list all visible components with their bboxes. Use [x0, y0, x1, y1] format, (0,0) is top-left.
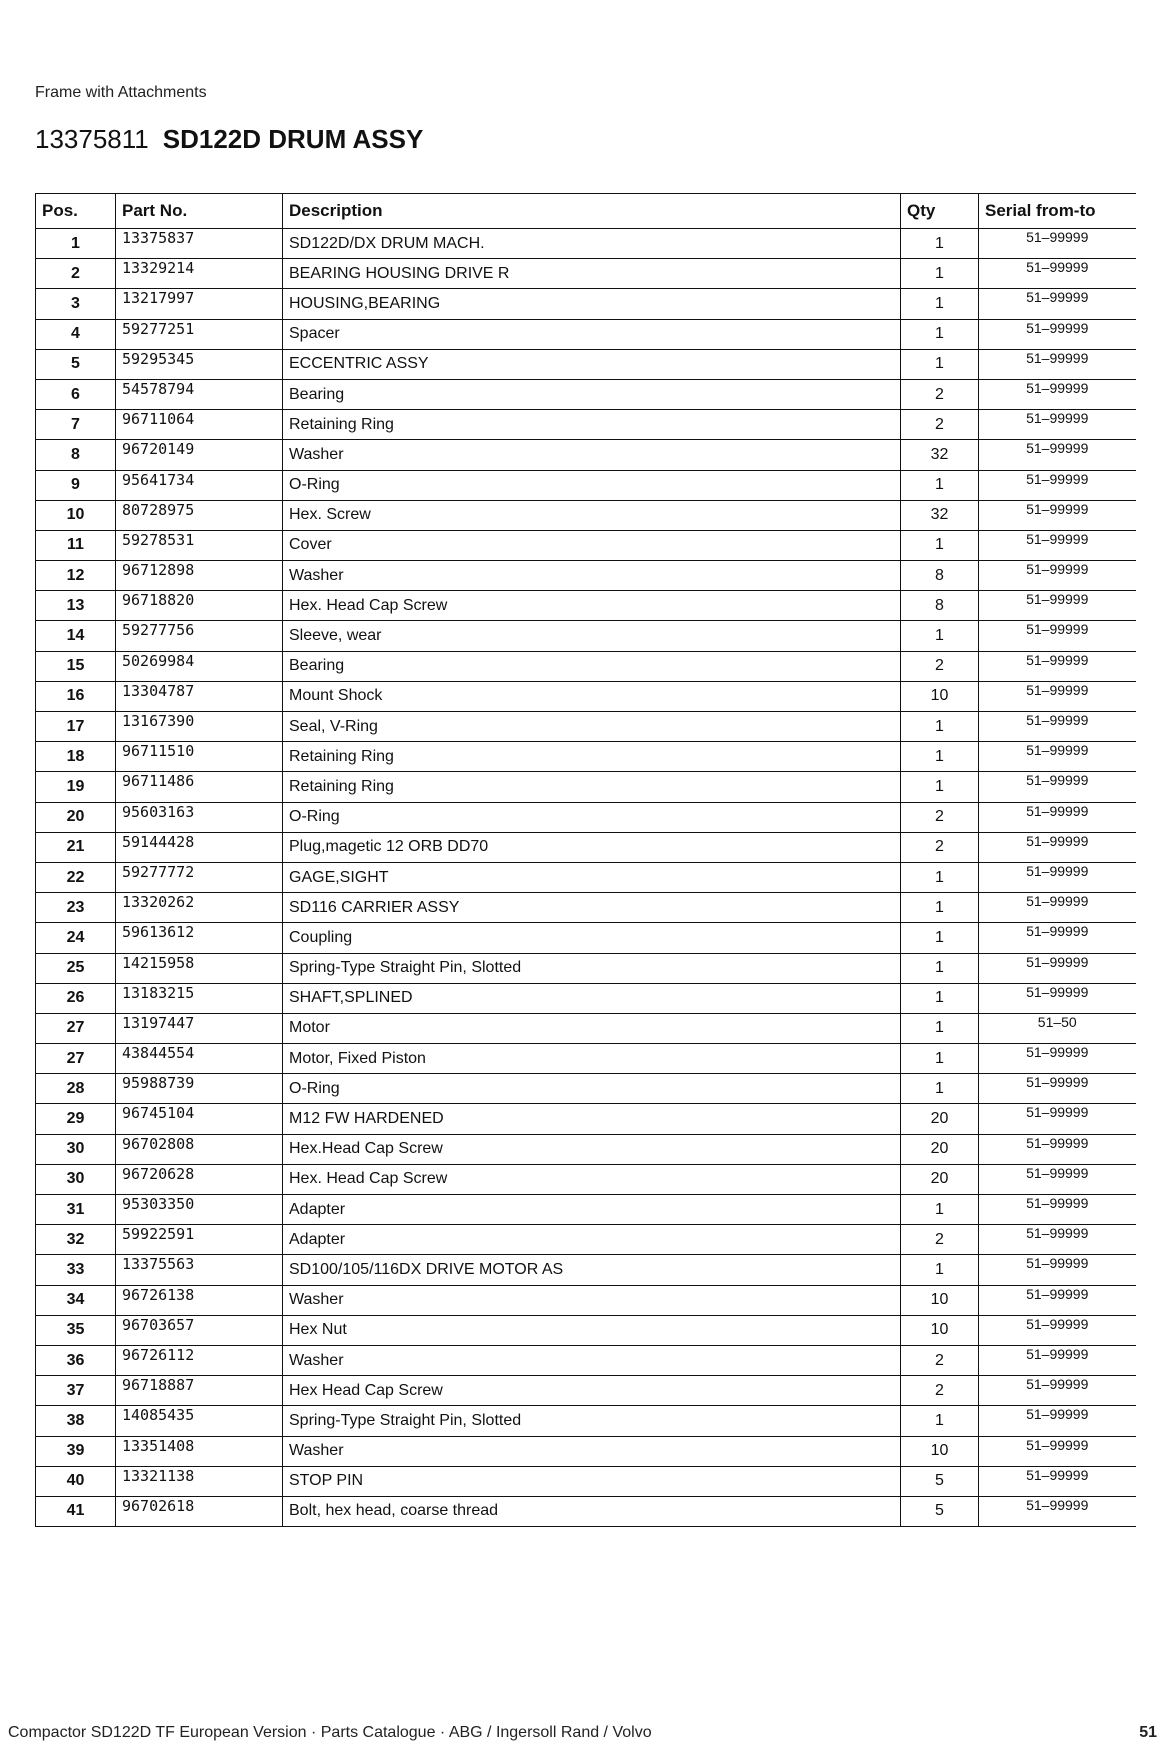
table-row	[36, 440, 1136, 470]
table-row	[36, 1164, 1136, 1194]
cell-qty: 20	[901, 1104, 979, 1134]
cell-serial: 51–99999	[979, 1285, 1136, 1315]
cell-pos: 38	[36, 1406, 116, 1436]
cell-serial: 51–50	[979, 1013, 1136, 1043]
table-row	[36, 1406, 1136, 1436]
cell-pos: 15	[36, 651, 116, 681]
table-row	[36, 1044, 1136, 1074]
cell-qty: 1	[901, 1044, 979, 1074]
cell-part-no: 96720149	[116, 440, 283, 470]
cell-qty: 32	[901, 440, 979, 470]
cell-description: Hex Head Cap Screw	[283, 1376, 901, 1406]
cell-serial: 51–99999	[979, 832, 1136, 862]
cell-qty: 8	[901, 591, 979, 621]
cell-description: SD122D/DX DRUM MACH.	[283, 229, 901, 259]
cell-qty: 2	[901, 1225, 979, 1255]
cell-part-no: 96711486	[116, 772, 283, 802]
column-header-description: Description	[283, 194, 901, 229]
table-row	[36, 289, 1136, 319]
table-row	[36, 802, 1136, 832]
table-row	[36, 621, 1136, 651]
cell-pos: 17	[36, 712, 116, 742]
cell-part-no: 95988739	[116, 1074, 283, 1104]
cell-part-no: 54578794	[116, 379, 283, 409]
column-header-serial: Serial from-to	[979, 194, 1136, 229]
cell-serial: 51–99999	[979, 1406, 1136, 1436]
table-row	[36, 259, 1136, 289]
cell-qty: 1	[901, 319, 979, 349]
table-row	[36, 651, 1136, 681]
column-header-part-no: Part No.	[116, 194, 283, 229]
cell-part-no: 96718820	[116, 591, 283, 621]
cell-qty: 1	[901, 229, 979, 259]
cell-qty: 1	[901, 289, 979, 319]
cell-description: O-Ring	[283, 470, 901, 500]
cell-qty: 10	[901, 1436, 979, 1466]
cell-serial: 51–99999	[979, 1466, 1136, 1496]
cell-description: Washer	[283, 561, 901, 591]
cell-serial: 51–99999	[979, 1134, 1136, 1164]
table-row	[36, 1195, 1136, 1225]
cell-description: Retaining Ring	[283, 742, 901, 772]
cell-description: Bolt, hex head, coarse thread	[283, 1496, 901, 1526]
cell-part-no: 96711064	[116, 410, 283, 440]
cell-pos: 8	[36, 440, 116, 470]
cell-description: Washer	[283, 440, 901, 470]
column-header-qty: Qty	[901, 194, 979, 229]
cell-description: O-Ring	[283, 1074, 901, 1104]
table-row	[36, 1436, 1136, 1466]
cell-qty: 1	[901, 530, 979, 560]
cell-part-no: 50269984	[116, 651, 283, 681]
cell-qty: 1	[901, 1074, 979, 1104]
cell-pos: 13	[36, 591, 116, 621]
table-row	[36, 591, 1136, 621]
cell-description: Washer	[283, 1345, 901, 1375]
cell-pos: 30	[36, 1134, 116, 1164]
cell-part-no: 59613612	[116, 923, 283, 953]
cell-description: Seal, V-Ring	[283, 712, 901, 742]
cell-serial: 51–99999	[979, 1376, 1136, 1406]
cell-pos: 19	[36, 772, 116, 802]
cell-serial: 51–99999	[979, 893, 1136, 923]
cell-serial: 51–99999	[979, 862, 1136, 892]
cell-part-no: 13183215	[116, 983, 283, 1013]
cell-qty: 1	[901, 712, 979, 742]
footer-text: Compactor SD122D TF European Version · Parts Catalogue · ABG / Ingersoll Rand / Volvo	[8, 1724, 652, 1741]
cell-pos: 6	[36, 379, 116, 409]
cell-qty: 1	[901, 772, 979, 802]
cell-pos: 5	[36, 349, 116, 379]
cell-serial: 51–99999	[979, 530, 1136, 560]
parts-table-body	[36, 229, 1136, 1527]
cell-description: Coupling	[283, 923, 901, 953]
cell-description: SD100/105/116DX DRIVE MOTOR AS	[283, 1255, 901, 1285]
cell-qty: 2	[901, 832, 979, 862]
cell-qty: 10	[901, 1315, 979, 1345]
cell-serial: 51–99999	[979, 772, 1136, 802]
cell-description: Washer	[283, 1436, 901, 1466]
cell-pos: 3	[36, 289, 116, 319]
assembly-heading	[35, 124, 423, 155]
cell-qty: 1	[901, 953, 979, 983]
cell-description: Washer	[283, 1285, 901, 1315]
cell-part-no: 59144428	[116, 832, 283, 862]
cell-qty: 2	[901, 1345, 979, 1375]
cell-serial: 51–99999	[979, 1225, 1136, 1255]
cell-serial: 51–99999	[979, 410, 1136, 440]
cell-serial: 51–99999	[979, 1315, 1136, 1345]
cell-description: Spring-Type Straight Pin, Slotted	[283, 1406, 901, 1436]
cell-qty: 1	[901, 470, 979, 500]
cell-part-no: 14085435	[116, 1406, 283, 1436]
page-footer	[8, 1724, 1157, 1742]
cell-description: Retaining Ring	[283, 410, 901, 440]
cell-qty: 2	[901, 1376, 979, 1406]
cell-serial: 51–99999	[979, 591, 1136, 621]
cell-qty: 32	[901, 500, 979, 530]
cell-description: Adapter	[283, 1225, 901, 1255]
table-row	[36, 983, 1136, 1013]
cell-pos: 30	[36, 1164, 116, 1194]
cell-qty: 1	[901, 742, 979, 772]
cell-pos: 14	[36, 621, 116, 651]
cell-description: Spacer	[283, 319, 901, 349]
table-row	[36, 1376, 1136, 1406]
cell-part-no: 59277251	[116, 319, 283, 349]
cell-pos: 41	[36, 1496, 116, 1526]
table-row	[36, 1013, 1136, 1043]
cell-serial: 51–99999	[979, 229, 1136, 259]
cell-description: Motor	[283, 1013, 901, 1043]
cell-part-no: 14215958	[116, 953, 283, 983]
table-row	[36, 681, 1136, 711]
cell-part-no: 95641734	[116, 470, 283, 500]
assembly-number: 13375811	[35, 124, 149, 154]
table-row	[36, 1466, 1136, 1496]
cell-serial: 51–99999	[979, 1104, 1136, 1134]
cell-pos: 1	[36, 229, 116, 259]
cell-qty: 2	[901, 651, 979, 681]
cell-pos: 37	[36, 1376, 116, 1406]
cell-description: Bearing	[283, 379, 901, 409]
cell-pos: 22	[36, 862, 116, 892]
cell-serial: 51–99999	[979, 1345, 1136, 1375]
table-row	[36, 319, 1136, 349]
table-row	[36, 1074, 1136, 1104]
table-row	[36, 1285, 1136, 1315]
cell-pos: 16	[36, 681, 116, 711]
parts-table	[35, 193, 1136, 1527]
cell-qty: 2	[901, 802, 979, 832]
cell-part-no: 13375563	[116, 1255, 283, 1285]
cell-pos: 18	[36, 742, 116, 772]
cell-description: Bearing	[283, 651, 901, 681]
cell-description: Adapter	[283, 1195, 901, 1225]
cell-part-no: 96726138	[116, 1285, 283, 1315]
cell-serial: 51–99999	[979, 440, 1136, 470]
cell-part-no: 96718887	[116, 1376, 283, 1406]
cell-serial: 51–99999	[979, 953, 1136, 983]
cell-qty: 1	[901, 1195, 979, 1225]
cell-part-no: 96703657	[116, 1315, 283, 1345]
cell-pos: 21	[36, 832, 116, 862]
cell-qty: 2	[901, 379, 979, 409]
cell-pos: 33	[36, 1255, 116, 1285]
table-row	[36, 500, 1136, 530]
cell-pos: 28	[36, 1074, 116, 1104]
cell-serial: 51–99999	[979, 500, 1136, 530]
cell-description: GAGE,SIGHT	[283, 862, 901, 892]
cell-description: Mount Shock	[283, 681, 901, 711]
page-number: 51	[1139, 1724, 1157, 1741]
cell-serial: 51–99999	[979, 1195, 1136, 1225]
cell-part-no: 59295345	[116, 349, 283, 379]
cell-qty: 5	[901, 1466, 979, 1496]
cell-qty: 1	[901, 1255, 979, 1285]
cell-serial: 51–99999	[979, 1496, 1136, 1526]
cell-pos: 9	[36, 470, 116, 500]
table-row	[36, 1104, 1136, 1134]
table-row	[36, 923, 1136, 953]
cell-qty: 1	[901, 862, 979, 892]
table-row	[36, 1315, 1136, 1345]
table-row	[36, 1496, 1136, 1526]
cell-description: HOUSING,BEARING	[283, 289, 901, 319]
table-row	[36, 893, 1136, 923]
table-row	[36, 229, 1136, 259]
table-row	[36, 1345, 1136, 1375]
table-row	[36, 772, 1136, 802]
cell-pos: 26	[36, 983, 116, 1013]
cell-description: O-Ring	[283, 802, 901, 832]
cell-qty: 1	[901, 349, 979, 379]
cell-description: SD116 CARRIER ASSY	[283, 893, 901, 923]
cell-description: Hex Nut	[283, 1315, 901, 1345]
cell-qty: 1	[901, 893, 979, 923]
cell-pos: 23	[36, 893, 116, 923]
cell-qty: 1	[901, 259, 979, 289]
cell-qty: 1	[901, 923, 979, 953]
cell-description: Motor, Fixed Piston	[283, 1044, 901, 1074]
column-header-pos: Pos.	[36, 194, 116, 229]
cell-serial: 51–99999	[979, 259, 1136, 289]
cell-part-no: 96711510	[116, 742, 283, 772]
cell-part-no: 95303350	[116, 1195, 283, 1225]
cell-part-no: 13329214	[116, 259, 283, 289]
cell-pos: 12	[36, 561, 116, 591]
cell-serial: 51–99999	[979, 983, 1136, 1013]
cell-pos: 2	[36, 259, 116, 289]
cell-pos: 40	[36, 1466, 116, 1496]
cell-part-no: 96720628	[116, 1164, 283, 1194]
cell-description: Hex.Head Cap Screw	[283, 1134, 901, 1164]
table-row	[36, 410, 1136, 440]
cell-pos: 35	[36, 1315, 116, 1345]
cell-serial: 51–99999	[979, 1044, 1136, 1074]
cell-description: Plug,magetic 12 ORB DD70	[283, 832, 901, 862]
cell-pos: 10	[36, 500, 116, 530]
cell-part-no: 96726112	[116, 1345, 283, 1375]
cell-description: Retaining Ring	[283, 772, 901, 802]
cell-part-no: 59922591	[116, 1225, 283, 1255]
cell-part-no: 59278531	[116, 530, 283, 560]
table-row	[36, 832, 1136, 862]
cell-description: Hex. Screw	[283, 500, 901, 530]
cell-description: STOP PIN	[283, 1466, 901, 1496]
cell-part-no: 59277756	[116, 621, 283, 651]
cell-serial: 51–99999	[979, 1164, 1136, 1194]
table-row	[36, 862, 1136, 892]
cell-part-no: 13304787	[116, 681, 283, 711]
cell-description: Hex. Head Cap Screw	[283, 1164, 901, 1194]
cell-serial: 51–99999	[979, 712, 1136, 742]
table-row	[36, 561, 1136, 591]
cell-qty: 1	[901, 983, 979, 1013]
cell-qty: 5	[901, 1496, 979, 1526]
table-header-row	[36, 194, 1136, 229]
cell-description: Spring-Type Straight Pin, Slotted	[283, 953, 901, 983]
cell-pos: 25	[36, 953, 116, 983]
cell-qty: 10	[901, 681, 979, 711]
cell-description: Cover	[283, 530, 901, 560]
cell-pos: 20	[36, 802, 116, 832]
table-row	[36, 349, 1136, 379]
cell-part-no: 13217997	[116, 289, 283, 319]
cell-qty: 2	[901, 410, 979, 440]
cell-pos: 39	[36, 1436, 116, 1466]
table-row	[36, 1255, 1136, 1285]
cell-pos: 11	[36, 530, 116, 560]
cell-serial: 51–99999	[979, 349, 1136, 379]
section-title: Frame with Attachments	[35, 84, 207, 101]
cell-pos: 4	[36, 319, 116, 349]
cell-serial: 51–99999	[979, 621, 1136, 651]
cell-description: ECCENTRIC ASSY	[283, 349, 901, 379]
cell-part-no: 43844554	[116, 1044, 283, 1074]
cell-part-no: 59277772	[116, 862, 283, 892]
cell-part-no: 13375837	[116, 229, 283, 259]
cell-serial: 51–99999	[979, 470, 1136, 500]
cell-description: Sleeve, wear	[283, 621, 901, 651]
cell-serial: 51–99999	[979, 1436, 1136, 1466]
table-row	[36, 1225, 1136, 1255]
cell-serial: 51–99999	[979, 651, 1136, 681]
cell-qty: 20	[901, 1164, 979, 1194]
cell-part-no: 13321138	[116, 1466, 283, 1496]
cell-pos: 32	[36, 1225, 116, 1255]
cell-serial: 51–99999	[979, 742, 1136, 772]
cell-description: SHAFT,SPLINED	[283, 983, 901, 1013]
cell-description: M12 FW HARDENED	[283, 1104, 901, 1134]
cell-part-no: 96702618	[116, 1496, 283, 1526]
cell-serial: 51–99999	[979, 561, 1136, 591]
table-row	[36, 742, 1136, 772]
cell-serial: 51–99999	[979, 319, 1136, 349]
cell-qty: 1	[901, 1013, 979, 1043]
cell-part-no: 13320262	[116, 893, 283, 923]
cell-part-no: 96745104	[116, 1104, 283, 1134]
cell-serial: 51–99999	[979, 1074, 1136, 1104]
cell-part-no: 13197447	[116, 1013, 283, 1043]
cell-pos: 24	[36, 923, 116, 953]
cell-serial: 51–99999	[979, 802, 1136, 832]
cell-pos: 36	[36, 1345, 116, 1375]
table-row	[36, 379, 1136, 409]
cell-pos: 7	[36, 410, 116, 440]
cell-serial: 51–99999	[979, 923, 1136, 953]
cell-part-no: 80728975	[116, 500, 283, 530]
table-row	[36, 1134, 1136, 1164]
cell-qty: 20	[901, 1134, 979, 1164]
cell-qty: 10	[901, 1285, 979, 1315]
cell-pos: 31	[36, 1195, 116, 1225]
table-row	[36, 712, 1136, 742]
cell-pos: 27	[36, 1013, 116, 1043]
cell-qty: 1	[901, 1406, 979, 1436]
cell-serial: 51–99999	[979, 681, 1136, 711]
cell-part-no: 96712898	[116, 561, 283, 591]
cell-description: Hex. Head Cap Screw	[283, 591, 901, 621]
assembly-name: SD122D DRUM ASSY	[162, 124, 424, 154]
cell-part-no: 13167390	[116, 712, 283, 742]
cell-pos: 34	[36, 1285, 116, 1315]
cell-serial: 51–99999	[979, 1255, 1136, 1285]
table-row	[36, 470, 1136, 500]
cell-qty: 8	[901, 561, 979, 591]
cell-pos: 29	[36, 1104, 116, 1134]
table-row	[36, 953, 1136, 983]
cell-serial: 51–99999	[979, 379, 1136, 409]
cell-part-no: 95603163	[116, 802, 283, 832]
table-row	[36, 530, 1136, 560]
cell-part-no: 13351408	[116, 1436, 283, 1466]
cell-qty: 1	[901, 621, 979, 651]
cell-pos: 27	[36, 1044, 116, 1074]
cell-description: BEARING HOUSING DRIVE R	[283, 259, 901, 289]
cell-serial: 51–99999	[979, 289, 1136, 319]
cell-part-no: 96702808	[116, 1134, 283, 1164]
